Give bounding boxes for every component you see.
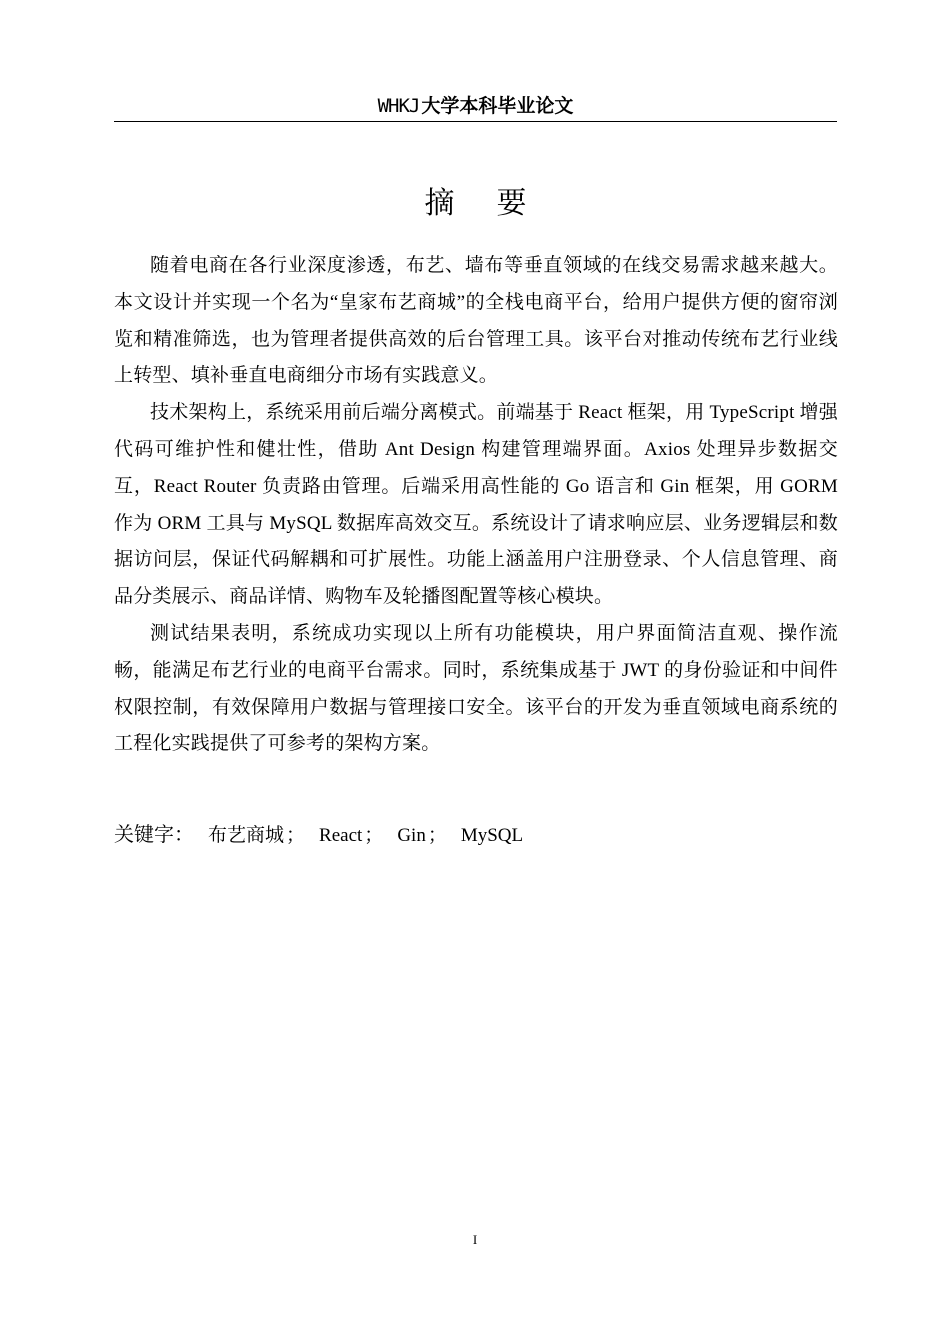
keyword-separator: ； [286,825,306,846]
keywords-label: 关键字： [114,822,194,846]
keyword-item: React [319,825,363,846]
page-number: I [472,1232,478,1247]
abstract-paragraph-1: 随着电商在各行业深度渗透，布艺、墙布等垂直领域的在线交易需求越来越大。本文设计并实现一个名为“皇家布艺商城”的全栈电商平台，给用户提供方便的窗帘浏览和精准筛选，也为管理者提供高效的后台管理工具。该平台对推动传统布艺行业线上转型、填补垂直电商细分市场有实践意义。 [114,255,838,387]
page-header [114,92,837,122]
keyword-separator: ； [364,825,384,846]
keyword-item: 布艺商城 [208,825,285,846]
keyword-separator: ； [427,825,447,846]
header-university-code: WHKJ [377,95,420,117]
abstract-title: 摘要 [424,186,569,221]
header-thesis-label: 大学本科毕业论文 [421,95,574,117]
keyword-item: MySQL [460,825,524,846]
abstract-paragraph-2: 技术架构上，系统采用前后端分离模式。前端基于 React 框架，用 TypeScript 增强代码可维护性和健壮性，借助 Ant Design 构建管理端界面。Axios 处理异步数据交互，React Router 负责路由管理。后端采用高性能的 Go 语言和 Gin 框架，用 GORM 作为 ORM 工具与 MySQL 数据库高效交互。系统设计了请求响应层、业务逻辑层和数据访问层，保证代码解耦和可扩展性。功能上涵盖用户注册登录、个人信息管理、商品分类展示、商品详情、购物车及轮播图配置等核心模块。 [114,402,838,608]
abstract-paragraph-3: 测试结果表明，系统成功实现以上所有功能模块，用户界面简洁直观、操作流畅，能满足布艺行业的电商平台需求。同时，系统集成基于 JWT 的身份验证和中间件权限控制，有效保障用户数据与管理接口安全。该平台的开发为垂直领域电商系统的工程化实践提供了可参考的架构方案。 [114,622,838,755]
abstract-body [114,248,838,763]
keywords-line [114,816,838,854]
keyword-item: Gin [397,825,426,846]
